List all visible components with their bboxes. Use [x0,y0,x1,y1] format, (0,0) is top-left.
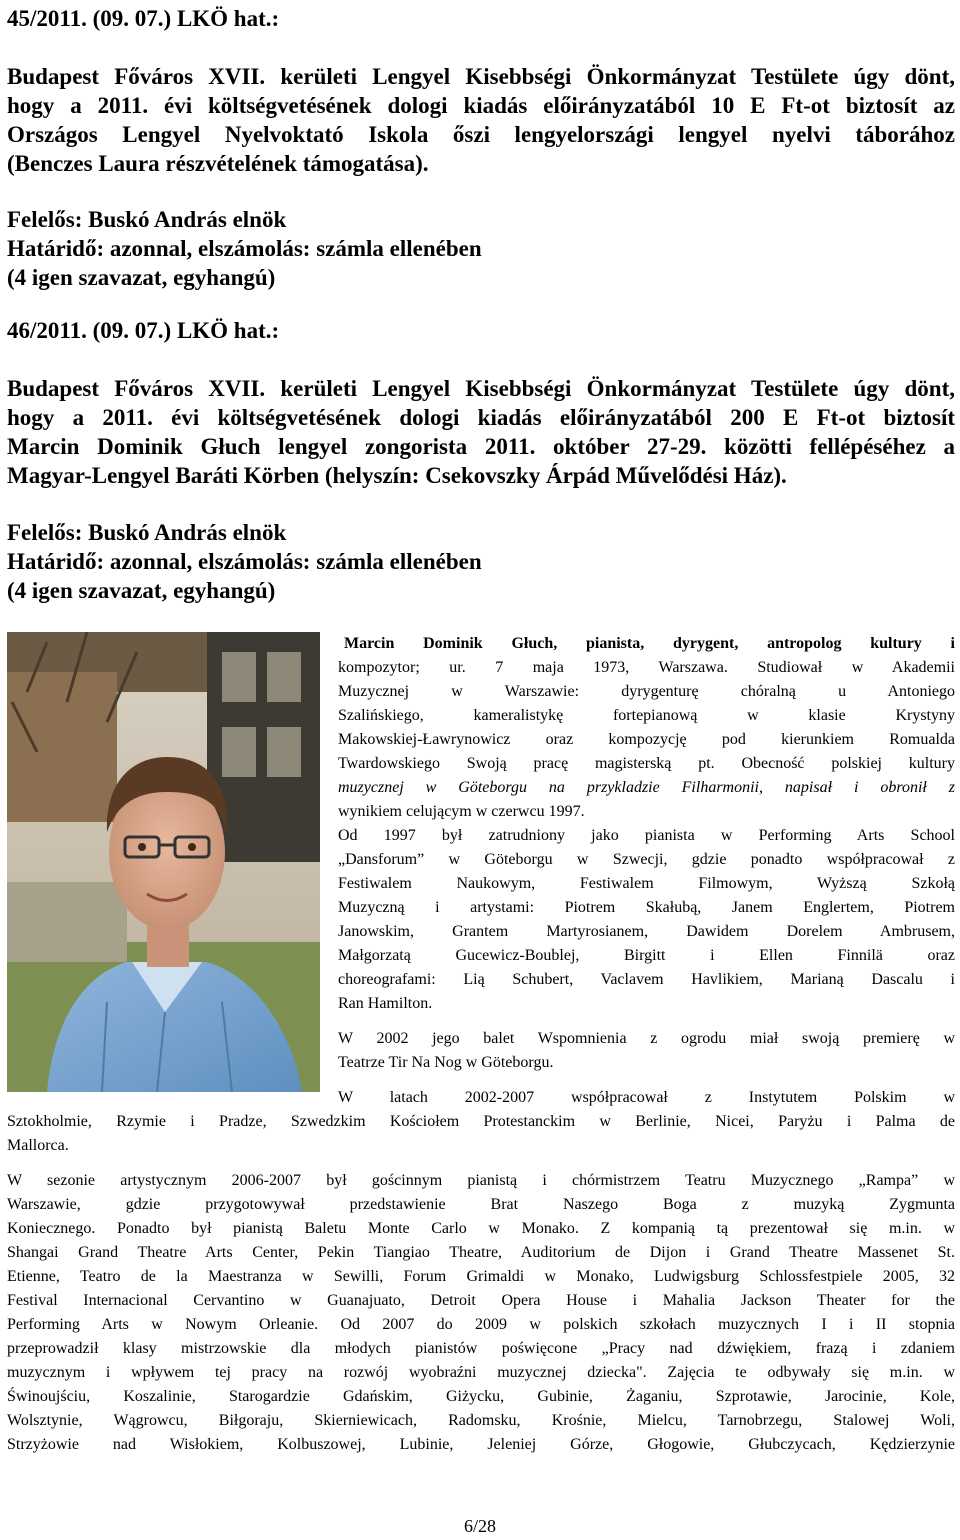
resolution-46-body-line: hogy a 2011. évi költségvetésének dologi kiadás előirányzatából 200 E Ft-ot biztosít [7,405,955,430]
bio-line: Od 1997 był zatrudniony jako pianista w Performing Arts School [338,827,955,844]
bio-line: Ran Hamilton. [338,995,433,1012]
bio-line: Teatrze Tir Na Nog w Göteborgu. [338,1054,554,1071]
bio-line: W latach 2002-2007 współpracował z Instytutem Polskim w [338,1089,955,1106]
resolution-45-body-line: (Benczes Laura részvételének támogatása). [7,151,429,176]
bio-line: Janowskim, Grantem Martyrosianem, Dawidem Dorelem Ambrusem, [338,923,955,940]
bio-line: W sezonie artystycznym 2006-2007 był gościnnym pianistą i chórmistrzem Teatru Muzycznego „Rampa” w [7,1172,955,1189]
bio-line: Twardowskiego Swoją pracę magisterską pt. Obecność polskiej kultury [338,755,955,772]
resolution-45 [7,4,955,178]
resolution-46-body-line: Marcin Dominik Głuch lengyel zongorista 2011. október 27-29. közötti fellépéséhez a [7,434,955,459]
vote-line: (4 igen szavazat, egyhangú) [7,265,276,290]
bio-line: muzycznym i wpływem tej pracy na rozwój wyobraźni muzycznej dziecka". Zajęcia te odbywały się m.in. w [7,1364,955,1381]
bio-paragraph-3 [338,1027,955,1075]
bio-line: „Dansforum” w Göteborgu w Szwecji, gdzie ponadto współpracował z [338,851,955,868]
deadline-line: Határidő: azonnal, elszámolás: számla ellenében [7,236,482,261]
resolution-45-body-line: Országos Lengyel Nyelvoktató Iskola őszi lengyelországi lengyel nyelvi táborához [7,122,955,147]
bio-line: Wolsztynie, Wągrowcu, Biłgoraju, Skierniewicach, Radomsku, Krośnie, Mielcu, Tarnobrzegu, Stalowej Woli, [7,1412,955,1429]
bio-line: Świnoujściu, Koszalinie, Starogardzie Gdańskim, Giżycku, Gubinie, Żaganiu, Szprotawie, Jarocinie, Kole, [7,1388,955,1405]
bio-line: Festiwalem Naukowym, Festiwalem Filmowym, Wyższą Szkołą [338,875,955,892]
resolution-46-body-line: Magyar-Lengyel Baráti Körben (helyszín: Csekovszky Árpád Művelődési Ház). [7,463,787,488]
resolution-46 [7,316,955,490]
resolution-45-body-line: hogy a 2011. évi költségvetésének dologi kiadás előirányzatából 10 E Ft-ot biztosít az [7,93,955,118]
bio-paragraph-1 [338,632,955,824]
resolution-46-body-line: Budapest Főváros XVII. kerületi Lengyel Kisebbségi Önkormányzat Testülete úgy dönt, [7,376,955,401]
bio-line: Festival Internacional Cervantino w Guanajuato, Detroit Opera House i Mahalia Jackson Theater for the [7,1292,955,1309]
bio-paragraph-4-rest [7,1110,955,1158]
bio-line: W 2002 jego balet Wspomnienia z ogrodu miał swoją premierę w [338,1030,955,1047]
portrait-photo [7,632,320,1092]
bio-line: Performing Arts w Nowym Orleanie. Od 2007 do 2009 w polskich szkołach muzycznych I i II stopnia [7,1316,955,1333]
bio-line: Mallorca. [7,1137,69,1154]
bio-line: Sztokholmie, Rzymie i Pradze, Szwedzkim Kościołem Protestanckim w Berlinie, Nicei, Paryżu i Palma de [7,1113,955,1130]
bio-line: choreografami: Lią Schubert, Vaclavem Havlikiem, Marianą Dascalu i [338,971,955,988]
bio-paragraph-5 [7,1169,955,1457]
bio-line: Muzyczną i artystami: Piotrem Skałubą, Janem Englertem, Piotrem [338,899,955,916]
bio-paragraph-4-start [338,1086,955,1110]
bio-line: wynikiem celującym w czerwcu 1997. [338,803,585,820]
bio-paragraph-2 [338,824,955,1016]
resolution-45-meta [7,205,955,292]
resolution-46-heading: 46/2011. (09. 07.) LKÖ hat.: [7,318,280,343]
bio-line: Małgorzatą Gucewicz-Boublej, Birgitt i Ellen Finnilä oraz [338,947,955,964]
bio-line: Marcin Dominik Głuch, pianista, dyrygent, antropolog kultury i [344,635,955,652]
responsible-line: Felelős: Buskó András elnök [7,207,287,232]
bio-line: Shangai Grand Theatre Arts Center, Pekin Tiangiao Theatre, Auditorium de Dijon i Grand Theatre Massenet St. [7,1244,955,1261]
bio-line: Muzycznej w Warszawie: dyrygenturę chóralną u Antoniego [338,683,955,700]
resolution-46-meta [7,518,955,605]
page-number: 6/28 [463,1516,496,1536]
bio-line: Strzyżowie nad Wisłokiem, Kolbuszowej, Lubinie, Jeleniej Górze, Głogowie, Głubczycach, Kędzierzynie [7,1436,955,1453]
bio-line: przeprowadził klasy mistrzowskie dla młodych pianistów poświęcone „Pracy nad dźwiękiem, frazą i zdaniem [7,1340,955,1357]
bio-line: Etienne, Teatro de la Maestranza w Sewilli, Forum Grimaldi w Monako, Ludwigsburg Schlossfestpiele 2005, 32 [7,1268,955,1285]
responsible-line: Felelős: Buskó András elnök [7,520,287,545]
bio-line: muzycznej w Göteborgu na przykladzie Filharmonii, napisał i obronił z [338,779,955,796]
bio-line: Warszawie, gdzie przygotowywał przedstawienie Brat Naszego Boga z muzyką Zygmunta [7,1196,955,1213]
resolution-45-heading: 45/2011. (09. 07.) LKÖ hat.: [7,6,280,31]
resolution-45-body-line: Budapest Főváros XVII. kerületi Lengyel Kisebbségi Önkormányzat Testülete úgy dönt, [7,64,955,89]
bio-line: Koniecznego. Ponadto był pianistą Baletu Monte Carlo w Monako. Z kompanią tą prezentował się m.in. w [7,1220,955,1237]
deadline-line: Határidő: azonnal, elszámolás: számla ellenében [7,549,482,574]
vote-line: (4 igen szavazat, egyhangú) [7,578,276,603]
bio-line: Makowskiej-Ławrynowicz oraz kompozycję pod kierunkiem Romualda [338,731,955,748]
bio-line: Szalińskiego, kameralistykę fortepianową w klasie Krystyny [338,707,955,724]
bio-line: kompozytor; ur. 7 maja 1973, Warszawa. Studiował w Akademii [338,659,955,676]
